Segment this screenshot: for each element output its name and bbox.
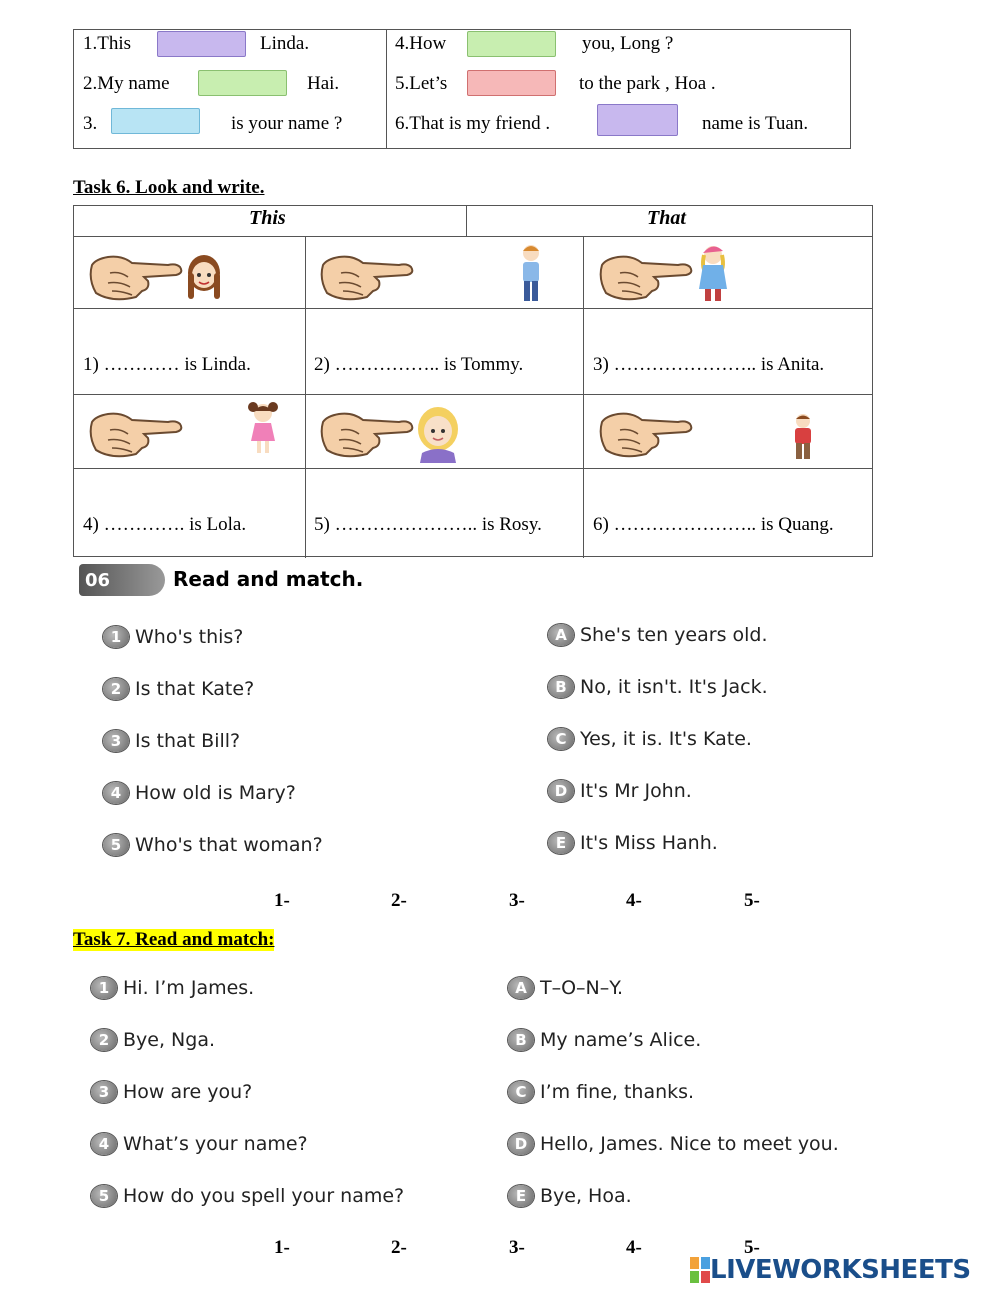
- t7-answer-b: B My name’s Alice.: [508, 1029, 701, 1051]
- girl-rosy-icon: [410, 405, 466, 463]
- t7-answer-d: D Hello, James. Nice to meet you.: [508, 1133, 839, 1155]
- fill-6-after: name is Tuan.: [702, 113, 809, 134]
- letter-coin-icon: B: [508, 1029, 534, 1051]
- t7-answer-a: A T–O–N–Y.: [508, 977, 623, 999]
- logo-grid-icon: [690, 1257, 710, 1283]
- row-line: [74, 308, 872, 309]
- sentence-4: 4) …………. is Lola.: [83, 514, 247, 535]
- number-coin-icon: 4: [91, 1133, 117, 1155]
- rm1-question-1: 1 Who's this?: [103, 626, 243, 648]
- fill-5-before: 5.Let’s: [395, 73, 448, 94]
- sentence-6: 6) ………………….. is Quang.: [593, 514, 834, 535]
- letter-coin-icon: D: [548, 780, 574, 802]
- number-coin-icon: 5: [103, 834, 129, 856]
- t7-slot-2[interactable]: 2-: [391, 1237, 407, 1258]
- number-coin-icon: 3: [103, 730, 129, 752]
- answer-box-6[interactable]: [597, 104, 678, 136]
- pointing-hand-icon: [84, 408, 184, 458]
- row-line: [74, 236, 872, 237]
- t7-question-2: 2 Bye, Nga.: [91, 1029, 215, 1051]
- rm1-slot-3[interactable]: 3-: [509, 890, 525, 911]
- number-coin-icon: 1: [91, 977, 117, 999]
- fill-3-before: 3.: [83, 113, 98, 134]
- letter-coin-icon: C: [548, 728, 574, 750]
- sentence-1: 1) ………… is Linda.: [83, 354, 251, 375]
- letter-coin-icon: A: [548, 624, 574, 646]
- boy-quang-icon: [790, 412, 816, 464]
- t7-question-4: 4 What’s your name?: [91, 1133, 308, 1155]
- letter-coin-icon: C: [508, 1081, 534, 1103]
- answer-box-4[interactable]: [467, 31, 556, 57]
- fill-4-before: 4.How: [395, 33, 447, 54]
- rm1-slot-1[interactable]: 1-: [274, 890, 290, 911]
- rm1-slot-4[interactable]: 4-: [626, 890, 642, 911]
- number-coin-icon: 2: [103, 678, 129, 700]
- letter-coin-icon: B: [548, 676, 574, 698]
- rm1-answer-a: A She's ten years old.: [548, 624, 768, 646]
- sentence-5: 5) ………………….. is Rosy.: [314, 514, 542, 535]
- fill-4-after: you, Long ?: [582, 33, 674, 54]
- header-this: This: [249, 207, 286, 229]
- girl-linda-icon: [183, 251, 225, 307]
- t7-slot-4[interactable]: 4-: [626, 1237, 642, 1258]
- fill-1-before: 1.This: [83, 33, 132, 54]
- t7-question-3: 3 How are you?: [91, 1081, 252, 1103]
- pointing-hand-icon: [594, 408, 694, 458]
- letter-coin-icon: A: [508, 977, 534, 999]
- liveworksheets-logo: [690, 1255, 971, 1285]
- pointing-hand-icon: [315, 251, 415, 301]
- rm1-question-5: 5 Who's that woman?: [103, 834, 323, 856]
- t7-answer-c: C I’m fine, thanks.: [508, 1081, 694, 1103]
- col-line: [583, 236, 584, 558]
- rm1-answer-c: C Yes, it is. It's Kate.: [548, 728, 752, 750]
- row-line: [74, 394, 872, 395]
- fill-5-after: to the park , Hoa .: [579, 73, 716, 94]
- rm1-answer-d: D It's Mr John.: [548, 780, 692, 802]
- pointing-hand-icon: [84, 251, 184, 301]
- pointing-hand-icon: [315, 408, 415, 458]
- t7-answer-e: E Bye, Hoa.: [508, 1185, 632, 1207]
- fill-3-after: is your name ?: [231, 113, 343, 134]
- number-coin-icon: 5: [91, 1185, 117, 1207]
- fill-1-after: Linda.: [260, 33, 310, 54]
- t7-slot-3[interactable]: 3-: [509, 1237, 525, 1258]
- sentence-3: 3) ………………….. is Anita.: [593, 354, 825, 375]
- boy-tommy-icon: [516, 243, 546, 305]
- rm1-question-2: 2 Is that Kate?: [103, 678, 254, 700]
- rm1-slot-2[interactable]: 2-: [391, 890, 407, 911]
- fill-6-before: 6.That is my friend .: [395, 113, 551, 134]
- rm1-answer-b: B No, it isn't. It's Jack.: [548, 676, 768, 698]
- task7-heading: Task 7. Read and match:: [73, 929, 275, 950]
- t7-slot-1[interactable]: 1-: [274, 1237, 290, 1258]
- number-coin-icon: 2: [91, 1029, 117, 1051]
- girl-lola-icon: [247, 401, 279, 455]
- col-line: [466, 206, 467, 236]
- answer-box-3[interactable]: [111, 108, 200, 134]
- number-coin-icon: 3: [91, 1081, 117, 1103]
- rm1-answer-e: E It's Miss Hanh.: [548, 832, 718, 854]
- fill-2-before: 2.My name: [83, 73, 170, 94]
- t7-question-5: 5 How do you spell your name?: [91, 1185, 404, 1207]
- row-line: [74, 468, 872, 469]
- col-line: [305, 236, 306, 558]
- table-divider: [386, 30, 387, 148]
- answer-box-2[interactable]: [198, 70, 287, 96]
- number-coin-icon: 4: [103, 782, 129, 804]
- pointing-hand-icon: [594, 251, 694, 301]
- section-title: Read and match.: [173, 567, 364, 591]
- t7-question-1: 1 Hi. I’m James.: [91, 977, 254, 999]
- header-that: That: [647, 207, 686, 229]
- girl-anita-icon: [695, 243, 735, 305]
- letter-coin-icon: E: [548, 832, 574, 854]
- t7-slot-5[interactable]: 5-: [744, 1237, 760, 1258]
- task6-heading: Task 6. Look and write.: [73, 177, 265, 198]
- letter-coin-icon: E: [508, 1185, 534, 1207]
- answer-box-5[interactable]: [467, 70, 556, 96]
- number-coin-icon: 1: [103, 626, 129, 648]
- answer-box-1[interactable]: [157, 31, 246, 57]
- letter-coin-icon: D: [508, 1133, 534, 1155]
- logo-text: LIVEWORKSHEETS: [710, 1255, 971, 1285]
- sentence-2: 2) …………….. is Tommy.: [314, 354, 524, 375]
- rm1-question-4: 4 How old is Mary?: [103, 782, 296, 804]
- rm1-slot-5[interactable]: 5-: [744, 890, 760, 911]
- section-badge: 06: [79, 564, 165, 596]
- rm1-question-3: 3 Is that Bill?: [103, 730, 240, 752]
- fill-2-after: Hai.: [307, 73, 340, 94]
